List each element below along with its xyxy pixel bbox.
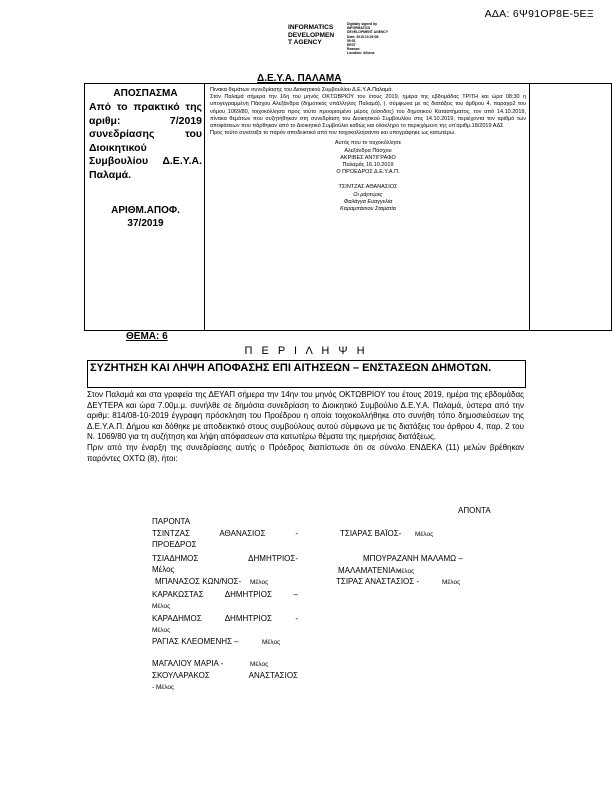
body-paragraph: Στον Παλαμά και στα γραφεία της ΔΕΥΑΠ σήμερα την 14ην του μηνός ΟΚΤΩΒΡΙΟΥ του έτους 2019, ημέρα της εβδομάδας ΔΕΥΤΕΡΑ και ώρα 7.00μ.μ. συνήλθε σε δημόσια συνεδρίαση το Διοικητικό Συμβούλιο Δ.Ε.Υ.Α. Παλαμά, ύστερα από την αριθμ: 814/08-10-2019 έγγραφη πρόσκληση του Προέδρου η οποία τοιχοκολλήθηκε στο συνήθη τόπο δημοσιεύσεων της Δ.Ε.Υ.Α.Π. Δήμου και δόθηκε με αποδεικτικό στους συμβούλους αυτού σύμφωνα με τις διατάξεις του άρθρου 4, παρ. 2 του Ν. 1069/80 για τη συζήτηση και λήψη απόφασεων στα κατωτέρω θέματα της ημερήσιας διατάξεως.	[87, 390, 524, 442]
signature-line: EEST	[347, 43, 356, 48]
present-member-role: - Μέλος	[152, 684, 175, 691]
sign-line: Αλεξάνδρα Πάσχου	[344, 147, 392, 154]
subject-text: ΣΥΖΗΤΗΣΗ ΚΑΙ ΛΗΨΗ ΑΠΟΦΑΣΗΣ ΕΠΙ ΑΙΤΗΣΕΩΝ – ΕΝΣΤΑΣΕΩΝ ΔΗΜΟΤΩΝ.	[90, 362, 492, 374]
logo-line: T AGENCY	[288, 39, 322, 47]
sign-line: Παλαμάς 16.10.2019	[342, 162, 394, 169]
signature-line: Location: Athens	[347, 51, 375, 56]
body-paragraph: Πριν από την έναρξη της συνεδρίασης αυτής ο Πρόεδρος διαπίστωσε ότι σε σύνολο ΕΝΔΕΚΑ (11) μελών βρέθηκαν παρόντες ΟΧΤΩ (8), ήτοι:	[87, 442, 524, 463]
present-label: ΠΑΡΟΝΤΑ	[152, 517, 191, 526]
present-member-role: Μέλος	[152, 565, 175, 574]
table-divider	[529, 84, 530, 330]
present-member-name: ΚΑΡΑΚΩΣΤΑΣ ΔΗΜΗΤΡΙΟΣ –	[152, 590, 298, 599]
table-divider	[204, 84, 205, 330]
subject-box	[87, 360, 526, 388]
present-member-name: ΤΣΙΑΔΗΜΟΣ ΔΗΜΗΤΡΙΟΣ-	[152, 554, 298, 563]
present-member-role: Μέλος	[250, 579, 269, 586]
present-member-name: ΡΑΓΙΑΣ ΚΛΕΟΜΕΝΗΣ –	[152, 637, 239, 646]
present-member-role: Μέλος	[152, 603, 171, 610]
present-member-role: Μέλος	[262, 639, 281, 646]
logo-line: INFORMATICS	[288, 24, 334, 31]
absent-member-name: ΤΣΙΡΑΣ ΑΝΑΣΤΑΣΙΟΣ -	[336, 577, 420, 586]
organization-title: Δ.Ε.Υ.Α. ΠΑΛΑΜΑ	[257, 73, 342, 84]
sign-line: Ο ΠΡΟΕΔΡΟΣ Δ.Ε.Υ.Α.Π.	[336, 169, 400, 176]
president-name: ΤΣΙΝΤΖΑΣ ΑΘΑΝΑΣΙΟΣ	[338, 184, 398, 191]
signature-line: INFORMATICS	[347, 26, 371, 31]
absent-member-name: ΤΣΙΑΡΑΣ ΒΑΪΟΣ-	[340, 529, 402, 538]
present-member-role: Μέλος	[250, 661, 269, 668]
certificate-paragraph: Προς τούτο συνέταξα το παρόν αποδεικτικό από τον τοιχοκολλήσαντα και υπογράφηκε ως κατωτέρω.	[210, 130, 456, 137]
absent-member-name: ΜΠΟΥΡΑΖΑΝΗ ΜΑΛΑΜΩ –	[363, 554, 463, 563]
present-member-name: ΜΠΑΝΑΣΟΣ ΚΩΝ/ΝΟΣ-	[155, 577, 242, 586]
certificate-paragraph: Πινακα θεμάτων συνεδρίασης του Διοικητικού Συμβουλίου Δ.Ε.Υ.Α.Παλαμά.	[210, 87, 393, 93]
present-member-name: ΚΑΡΑΔΗΜΟΣ ΔΗΜΗΤΡΙΟΣ -	[152, 614, 298, 623]
ada-code: ΑΔΑ: 6Ψ91ΟΡ8Ε-5ΕΞ	[484, 8, 594, 20]
present-member-name: ΣΚΟΥΛΑΡΑΚΟΣ ΑΝΑΣΤΑΣΙΟΣ	[152, 671, 298, 680]
absent-member-role: Μέλος	[396, 568, 415, 575]
witness-line: Καραμπάσιου Σταματία	[340, 206, 396, 213]
signature-line: Date: 2019.10.29 08:	[347, 34, 380, 39]
signature-line: Reason:	[347, 47, 361, 52]
witness-line: Οι μάρτυρες	[353, 191, 383, 198]
absent-member-name: ΜΑΛΑΜΑΤΕΝΙΑ -	[338, 566, 401, 575]
signature-line: Digitally signed by	[347, 22, 377, 26]
extract-description: Από το πρακτικό της αριθμ: 7/2019 συνεδρίασης του Διοικητικού Συμβουλίου Δ.Ε.Υ.Α. Παλαμά.	[89, 101, 202, 181]
minutes-body	[87, 390, 524, 464]
decision-label: ΑΡΙΘΜ.ΑΠΟΦ.	[111, 205, 180, 216]
logo-line: DEVELOPMEN	[288, 31, 335, 39]
signature-line: 59:51	[347, 38, 356, 43]
posting-certificate	[210, 87, 526, 213]
present-member-name: ΜΑΓΑΛΙΟΥ ΜΑΡΙΑ -	[152, 659, 224, 668]
certificate-paragraph: Στον Παλαμά σήμερα την 16η του μηνός ΟΚΤΩΒΡΙΟΥ του έτους 2019, ημέρα της εβδομάδας ΤΡΙΤΗ και ώρα 08:30 η υπογεγραμμένη Πάσχου Αλεξάνδρα (δημοτικός υπάλληλος Παλαμά), ). σύμφωνα με τις διατάξεις του άρθρου 4, παραγρ2 του νόμου 1069/80, τοιχοκόλλησα προς τούτο προορισμένο μέρος (είσοδος) του δημοτικού Καταστήματος, τον από 14.10.2019, πίνακα θεμάτων που συζητήθηκαν στη συνεδρίαση του Διοικητικού Συμβουλίου στις 14.10.2019, περιέχοντα τον αριθμό των αποφάσεων που πάρθηκαν από το Διοικητικό Συμβούλιο καθώς και ολόκληρο το περιεχόμενο της υπ'αριθμ.18/2019 ΑΔΣ	[210, 94, 526, 130]
extract-title: ΑΠΟΣΠΑΣΜΑ	[113, 88, 178, 99]
extract-table	[84, 83, 612, 331]
present-member-role: Μέλος	[152, 627, 171, 634]
absent-member-role: Μέλος	[442, 579, 461, 586]
present-member-role: ΠΡΟΕΔΡΟΣ	[152, 540, 197, 549]
decision-value: 37/2019	[127, 218, 164, 229]
absent-member-role: Μέλος	[415, 531, 434, 538]
decision-number	[89, 204, 202, 230]
sign-line: Αυτός που το τοιχοκόλλησε	[334, 140, 402, 147]
witness-line: Φαλάγγα Ευαγγελία	[343, 198, 393, 205]
topic-label: ΘΕΜΑ: 6	[126, 331, 168, 342]
digital-signature-stamp	[347, 22, 388, 56]
signature-line: DEVELOPMENT AGENCY	[347, 30, 389, 35]
sign-line: ΑΚΡΙΒΕΣ ΑΝΤΙΓΡΑΦΟ	[340, 154, 396, 161]
informatics-agency-logo	[288, 24, 334, 47]
extract-left-cell	[89, 88, 202, 230]
absent-label: ΑΠΟΝΤΑ	[458, 506, 491, 515]
present-member-name: ΤΣΙΝΤΖΑΣ ΑΘΑΝΑΣΙΟΣ -	[152, 529, 298, 538]
summary-title: Π Ε Ρ Ι Λ Η Ψ Η	[244, 345, 368, 357]
